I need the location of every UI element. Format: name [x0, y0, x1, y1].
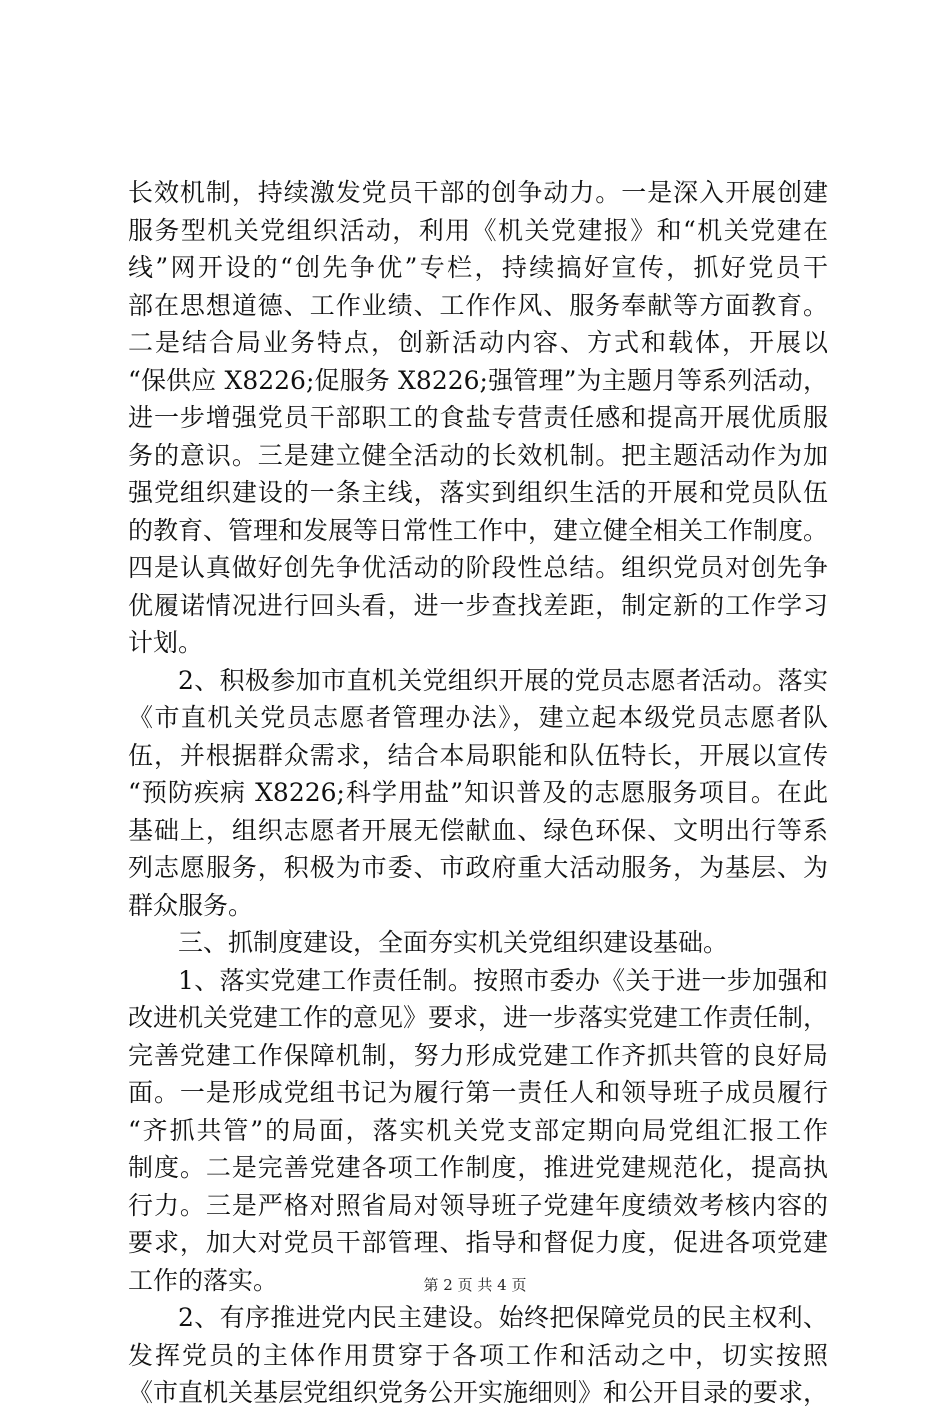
- text-line: 制度。二是完善党建各项工作制度，推进党建规范化，提高执: [128, 1153, 828, 1182]
- text-line: “预防疾病 X8226;科学用盐”知识普及的志愿服务项目。在此: [128, 778, 828, 807]
- text-line: 要求，加大对党员干部管理、指导和督促力度，促进各项党建: [128, 1228, 828, 1257]
- paragraph-start-line: 2、积极参加市直机关党组织开展的党员志愿者活动。落实: [178, 665, 828, 695]
- text-line: 面。一是形成党组书记为履行第一责任人和领导班子成员履行: [128, 1078, 828, 1107]
- text-line: “齐抓共管”的局面，落实机关党支部定期向局党组汇报工作: [128, 1115, 828, 1145]
- text-line: 工作的落实。: [128, 1265, 279, 1295]
- text-line: 强党组织建设的一条主线，落实到组织生活的开展和党员队伍: [128, 478, 828, 507]
- text-line: 务的意识。三是建立健全活动的长效机制。把主题活动作为加: [128, 440, 828, 470]
- text-line: “保供应 X8226;促服务 X8226;强管理”为主题月等系列活动，: [128, 365, 828, 395]
- text-line: 四是认真做好创先争优活动的阶段性总结。组织党员对创先争: [128, 553, 828, 582]
- text-line: 伍，并根据群众需求，结合本局职能和队伍特长，开展以宣传: [128, 740, 828, 770]
- text-line: 长效机制，持续激发党员干部的创争动力。一是深入开展创建: [128, 178, 828, 207]
- text-line: 优履诺情况进行回头看，进一步查找差距，制定新的工作学习: [128, 590, 828, 620]
- text-line: 二是结合局业务特点，创新活动内容、方式和载体，开展以: [128, 328, 828, 357]
- text-line: 基础上，组织志愿者开展无偿献血、绿色环保、文明出行等系: [128, 815, 828, 845]
- text-line: 服务型机关党组织活动，利用《机关党建报》和“机关党建在: [128, 215, 828, 245]
- body-text: [128, 174, 828, 1412]
- text-line: 的教育、管理和发展等日常性工作中，建立健全相关工作制度。: [128, 515, 828, 545]
- text-line: 计划。: [128, 628, 204, 657]
- section-heading: 三、抓制度建设，全面夯实机关党组织建设基础。: [178, 928, 729, 957]
- text-line: 线”网开设的“创先争优”专栏，持续搞好宣传，抓好党员干: [128, 253, 828, 282]
- paragraph-start-line: 1、落实党建工作责任制。按照市委办《关于进一步加强和: [178, 965, 828, 995]
- page-number-footer: 第 2 页 共 4 页: [423, 1276, 527, 1294]
- paragraph-start-line: 2、有序推进党内民主建设。始终把保障党员的民主权利、: [178, 1303, 828, 1332]
- text-line: 行力。三是严格对照省局对领导班子党建年度绩效考核内容的: [128, 1190, 828, 1220]
- text-line: 发挥党员的主体作用贯穿于各项工作和活动之中，切实按照: [128, 1340, 828, 1370]
- text-line: 《市直机关党员志愿者管理办法》，建立起本级党员志愿者队: [128, 703, 828, 732]
- text-line: 进一步增强党员干部职工的食盐专营责任感和提高开展优质服: [128, 403, 828, 432]
- text-line: 群众服务。: [128, 890, 254, 920]
- text-line: 《市直机关基层党组织党务公开实施细则》和公开目录的要求，: [128, 1378, 828, 1407]
- text-line: 列志愿服务，积极为市委、市政府重大活动服务，为基层、为: [128, 853, 828, 882]
- text-line: 部在思想道德、工作业绩、工作作风、服务奉献等方面教育。: [128, 290, 828, 320]
- text-line: 完善党建工作保障机制，努力形成党建工作齐抓共管的良好局: [128, 1040, 828, 1070]
- text-line: 改进机关党建工作的意见》要求，进一步落实党建工作责任制，: [128, 1003, 828, 1032]
